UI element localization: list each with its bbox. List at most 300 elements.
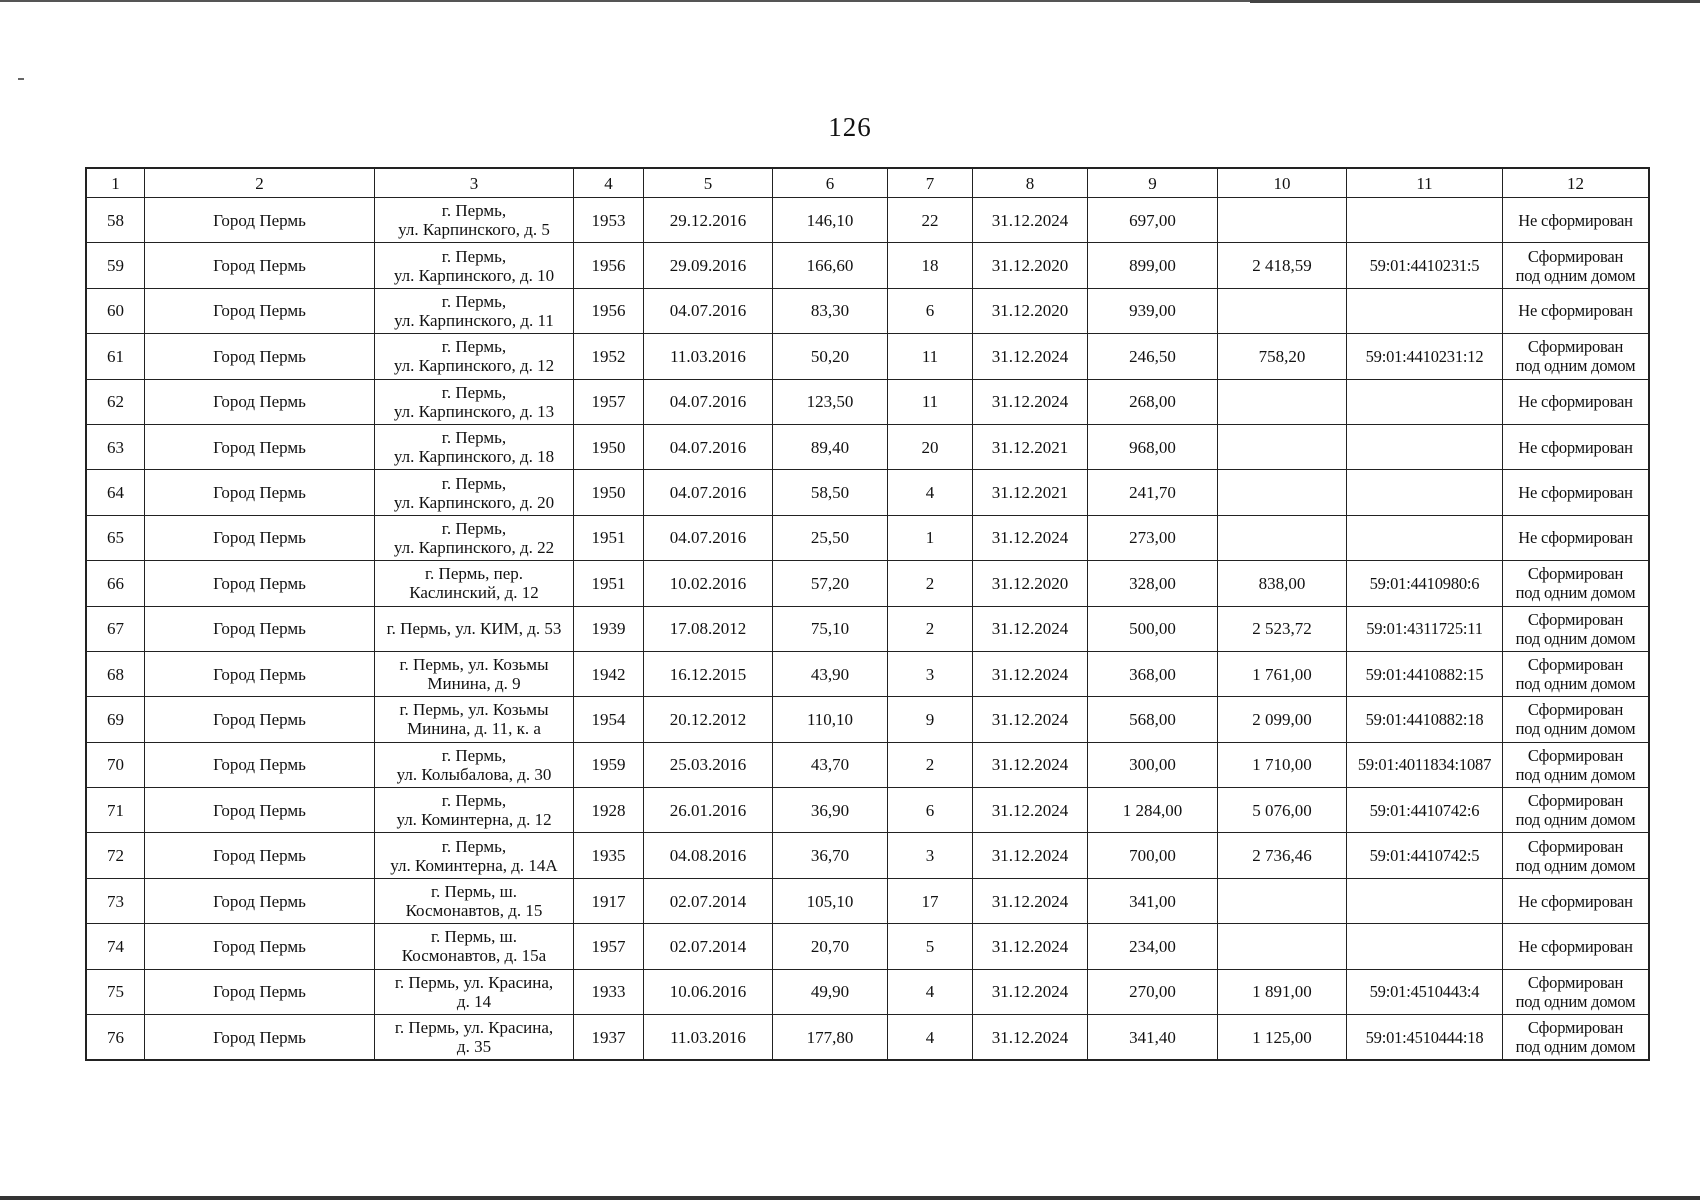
resettlement-deadline-cell: 31.12.2024 — [973, 924, 1088, 969]
land-area-cell: 2 099,00 — [1218, 697, 1347, 742]
cadastral-number-cell — [1347, 924, 1503, 969]
recognition-date-cell: 04.07.2016 — [644, 379, 773, 424]
row-number-cell: 74 — [87, 924, 145, 969]
residents-cell: 3 — [888, 833, 973, 878]
land-status-cell-line: под одним домом — [1515, 356, 1636, 376]
land-area-cell — [1218, 470, 1347, 515]
municipality-cell: Город Пермь — [145, 924, 375, 969]
resettlement-deadline-cell: 31.12.2024 — [973, 198, 1088, 243]
area-cell: 25,50 — [773, 515, 888, 560]
residents-cell: 1 — [888, 515, 973, 560]
land-area-cell — [1218, 878, 1347, 923]
address-cell — [375, 198, 574, 243]
municipality-cell: Город Пермь — [145, 742, 375, 787]
land-status-cell — [1503, 833, 1649, 878]
resettlement-deadline-cell: 31.12.2024 — [973, 788, 1088, 833]
build-year-cell: 1917 — [574, 878, 644, 923]
land-area-cell: 2 418,59 — [1218, 243, 1347, 288]
land-area-cell — [1218, 288, 1347, 333]
land-status-cell-line: Сформирован — [1527, 564, 1624, 584]
area-cell: 83,30 — [773, 288, 888, 333]
table-row — [87, 379, 1649, 424]
address-cell-line: г. Пермь, — [441, 246, 507, 266]
land-status-cell-line: под одним домом — [1515, 628, 1636, 648]
row-number-cell: 64 — [87, 470, 145, 515]
total-area-cell: 368,00 — [1088, 651, 1218, 696]
residents-cell: 6 — [888, 788, 973, 833]
cadastral-number-cell: 59:01:4510443:4 — [1347, 969, 1503, 1014]
total-area-cell: 568,00 — [1088, 697, 1218, 742]
row-number-cell: 59 — [87, 243, 145, 288]
municipality-cell: Город Пермь — [145, 243, 375, 288]
build-year-cell: 1952 — [574, 334, 644, 379]
land-status-cell — [1503, 742, 1649, 787]
land-status-cell-line: Не сформирован — [1518, 210, 1633, 230]
land-status-cell-line: под одним домом — [1515, 855, 1636, 875]
municipality-cell: Город Пермь — [145, 606, 375, 651]
area-cell: 43,90 — [773, 651, 888, 696]
table-row — [87, 515, 1649, 560]
build-year-cell: 1953 — [574, 198, 644, 243]
land-area-cell: 838,00 — [1218, 561, 1347, 606]
residents-cell: 2 — [888, 742, 973, 787]
total-area-cell: 899,00 — [1088, 243, 1218, 288]
resettlement-deadline-cell: 31.12.2024 — [973, 515, 1088, 560]
scan-edge-bottom — [0, 1196, 1700, 1200]
column-header-7: 7 — [888, 169, 973, 198]
total-area-cell: 1 284,00 — [1088, 788, 1218, 833]
resettlement-deadline-cell: 31.12.2020 — [973, 288, 1088, 333]
land-status-cell-line: Сформирован — [1527, 791, 1624, 811]
land-status-cell-line: Не сформирован — [1518, 483, 1633, 503]
recognition-date-cell: 10.06.2016 — [644, 969, 773, 1014]
cadastral-number-cell — [1347, 288, 1503, 333]
build-year-cell: 1956 — [574, 243, 644, 288]
total-area-cell: 697,00 — [1088, 198, 1218, 243]
cadastral-number-cell: 59:01:4410882:15 — [1347, 651, 1503, 696]
table-row — [87, 833, 1649, 878]
area-cell: 89,40 — [773, 424, 888, 469]
total-area-cell: 328,00 — [1088, 561, 1218, 606]
residents-cell: 6 — [888, 288, 973, 333]
land-status-cell — [1503, 924, 1649, 969]
page-number: 126 — [828, 112, 872, 142]
municipality-cell: Город Пермь — [145, 288, 375, 333]
address-cell — [375, 651, 574, 696]
row-number-cell: 67 — [87, 606, 145, 651]
address-cell-line: г. Пермь, ул. Красина, — [394, 1018, 554, 1038]
table-row — [87, 742, 1649, 787]
address-cell-line: ул. Колыбалова, д. 30 — [396, 764, 552, 784]
address-cell-line: г. Пермь, пер. — [424, 564, 524, 584]
land-status-cell — [1503, 561, 1649, 606]
table-row — [87, 334, 1649, 379]
build-year-cell: 1928 — [574, 788, 644, 833]
cadastral-number-cell: 59:01:4410742:5 — [1347, 833, 1503, 878]
recognition-date-cell: 26.01.2016 — [644, 788, 773, 833]
land-status-cell — [1503, 515, 1649, 560]
land-status-cell-line: Сформирован — [1527, 1018, 1624, 1038]
recognition-date-cell: 04.07.2016 — [644, 515, 773, 560]
address-cell-line: Минина, д. 11, к. а — [407, 719, 541, 739]
land-status-cell — [1503, 969, 1649, 1014]
build-year-cell: 1937 — [574, 1015, 644, 1060]
address-cell-line: г. Пермь, ш. — [431, 882, 517, 902]
land-status-cell-line: под одним домом — [1515, 1037, 1636, 1057]
municipality-cell: Город Пермь — [145, 424, 375, 469]
address-cell-line: Космонавтов, д. 15а — [401, 946, 547, 966]
municipality-cell: Город Пермь — [145, 379, 375, 424]
address-cell-line: д. 14 — [456, 991, 492, 1011]
land-area-cell: 2 736,46 — [1218, 833, 1347, 878]
table-row — [87, 470, 1649, 515]
row-number-cell: 70 — [87, 742, 145, 787]
residents-cell: 4 — [888, 1015, 973, 1060]
total-area-cell: 246,50 — [1088, 334, 1218, 379]
area-cell: 110,10 — [773, 697, 888, 742]
address-cell — [375, 606, 574, 651]
area-cell: 177,80 — [773, 1015, 888, 1060]
build-year-cell: 1939 — [574, 606, 644, 651]
build-year-cell: 1954 — [574, 697, 644, 742]
residents-cell: 11 — [888, 379, 973, 424]
recognition-date-cell: 29.09.2016 — [644, 243, 773, 288]
area-cell: 43,70 — [773, 742, 888, 787]
recognition-date-cell: 02.07.2014 — [644, 878, 773, 923]
column-header-8: 8 — [973, 169, 1088, 198]
land-status-cell-line: Не сформирован — [1518, 528, 1633, 548]
area-cell: 57,20 — [773, 561, 888, 606]
total-area-cell: 939,00 — [1088, 288, 1218, 333]
build-year-cell: 1935 — [574, 833, 644, 878]
land-status-cell-line: Сформирован — [1527, 246, 1624, 266]
area-cell: 123,50 — [773, 379, 888, 424]
build-year-cell: 1933 — [574, 969, 644, 1014]
address-cell-line: г. Пермь, ул. Красина, — [394, 972, 554, 992]
land-area-cell: 1 761,00 — [1218, 651, 1347, 696]
land-area-cell: 1 125,00 — [1218, 1015, 1347, 1060]
cadastral-number-cell: 59:01:4410882:18 — [1347, 697, 1503, 742]
address-cell-line: ул. Карпинского, д. 18 — [393, 447, 555, 467]
table-row — [87, 288, 1649, 333]
cadastral-number-cell: 59:01:4510444:18 — [1347, 1015, 1503, 1060]
address-cell-line: г. Пермь, — [441, 745, 507, 765]
address-cell-line: ул. Карпинского, д. 10 — [393, 265, 555, 285]
total-area-cell: 270,00 — [1088, 969, 1218, 1014]
row-number-cell: 60 — [87, 288, 145, 333]
area-cell: 105,10 — [773, 878, 888, 923]
land-area-cell: 1 891,00 — [1218, 969, 1347, 1014]
address-cell-line: ул. Карпинского, д. 5 — [398, 220, 550, 240]
address-cell-line: г. Пермь, — [441, 518, 507, 538]
land-area-cell: 758,20 — [1218, 334, 1347, 379]
area-cell: 50,20 — [773, 334, 888, 379]
land-area-cell — [1218, 924, 1347, 969]
residents-cell: 2 — [888, 606, 973, 651]
municipality-cell: Город Пермь — [145, 651, 375, 696]
table-row — [87, 697, 1649, 742]
table-row — [87, 878, 1649, 923]
residents-cell: 4 — [888, 969, 973, 1014]
land-area-cell: 2 523,72 — [1218, 606, 1347, 651]
column-header-2: 2 — [145, 169, 375, 198]
row-number-cell: 71 — [87, 788, 145, 833]
address-cell-line: г. Пермь, — [441, 791, 507, 811]
address-cell — [375, 561, 574, 606]
recognition-date-cell: 04.07.2016 — [644, 424, 773, 469]
address-cell-line: Космонавтов, д. 15 — [405, 901, 543, 921]
address-cell — [375, 969, 574, 1014]
land-status-cell-line: Не сформирован — [1518, 936, 1633, 956]
land-area-cell — [1218, 515, 1347, 560]
address-cell-line: ул. Карпинского, д. 20 — [393, 492, 555, 512]
cadastral-number-cell: 59:01:4410742:6 — [1347, 788, 1503, 833]
column-header-1: 1 — [87, 169, 145, 198]
residents-cell: 22 — [888, 198, 973, 243]
land-area-cell — [1218, 424, 1347, 469]
residents-cell: 2 — [888, 561, 973, 606]
build-year-cell: 1942 — [574, 651, 644, 696]
resettlement-deadline-cell: 31.12.2020 — [973, 561, 1088, 606]
area-cell: 146,10 — [773, 198, 888, 243]
address-cell — [375, 470, 574, 515]
residents-cell: 11 — [888, 334, 973, 379]
cadastral-number-cell — [1347, 470, 1503, 515]
land-status-cell-line: Сформирован — [1527, 337, 1624, 357]
table-body — [87, 198, 1649, 1060]
address-cell — [375, 788, 574, 833]
address-cell-line: д. 35 — [456, 1037, 492, 1057]
resettlement-deadline-cell: 31.12.2024 — [973, 606, 1088, 651]
column-header-4: 4 — [574, 169, 644, 198]
row-number-cell: 69 — [87, 697, 145, 742]
cadastral-number-cell — [1347, 424, 1503, 469]
area-cell: 166,60 — [773, 243, 888, 288]
total-area-cell: 700,00 — [1088, 833, 1218, 878]
residents-cell: 18 — [888, 243, 973, 288]
recognition-date-cell: 25.03.2016 — [644, 742, 773, 787]
total-area-cell: 341,40 — [1088, 1015, 1218, 1060]
build-year-cell: 1951 — [574, 561, 644, 606]
address-cell — [375, 878, 574, 923]
column-header-6: 6 — [773, 169, 888, 198]
residents-cell: 3 — [888, 651, 973, 696]
municipality-cell: Город Пермь — [145, 561, 375, 606]
column-header-11: 11 — [1347, 169, 1503, 198]
scan-speck — [18, 78, 24, 80]
land-area-cell: 5 076,00 — [1218, 788, 1347, 833]
address-cell-line: г. Пермь, ул. Козьмы — [399, 700, 549, 720]
land-status-cell-line: под одним домом — [1515, 764, 1636, 784]
municipality-cell: Город Пермь — [145, 1015, 375, 1060]
municipality-cell: Город Пермь — [145, 969, 375, 1014]
residents-cell: 20 — [888, 424, 973, 469]
address-cell-line: г. Пермь, ул. КИМ, д. 53 — [386, 619, 562, 639]
address-cell-line: Минина, д. 9 — [427, 674, 521, 694]
address-cell-line: г. Пермь, — [441, 473, 507, 493]
land-status-cell-line: Сформирован — [1527, 700, 1624, 720]
address-cell-line: г. Пермь, ш. — [431, 927, 517, 947]
municipality-cell: Город Пермь — [145, 878, 375, 923]
total-area-cell: 234,00 — [1088, 924, 1218, 969]
land-status-cell-line: под одним домом — [1515, 810, 1636, 830]
address-cell — [375, 424, 574, 469]
address-cell-line: г. Пермь, — [441, 428, 507, 448]
area-cell: 49,90 — [773, 969, 888, 1014]
address-cell-line: ул. Карпинского, д. 12 — [393, 356, 555, 376]
land-status-cell — [1503, 470, 1649, 515]
address-cell — [375, 515, 574, 560]
build-year-cell: 1959 — [574, 742, 644, 787]
total-area-cell: 500,00 — [1088, 606, 1218, 651]
column-header-5: 5 — [644, 169, 773, 198]
address-cell-line: г. Пермь, — [441, 201, 507, 221]
land-status-cell-line: под одним домом — [1515, 991, 1636, 1011]
land-status-cell-line: под одним домом — [1515, 583, 1636, 603]
resettlement-deadline-cell: 31.12.2024 — [973, 833, 1088, 878]
address-cell-line: г. Пермь, — [441, 337, 507, 357]
resettlement-deadline-cell: 31.12.2024 — [973, 742, 1088, 787]
area-cell: 20,70 — [773, 924, 888, 969]
table-row — [87, 424, 1649, 469]
resettlement-deadline-cell: 31.12.2020 — [973, 243, 1088, 288]
table-row — [87, 243, 1649, 288]
land-status-cell-line: Сформирован — [1527, 972, 1624, 992]
total-area-cell: 300,00 — [1088, 742, 1218, 787]
row-number-cell: 76 — [87, 1015, 145, 1060]
residents-cell: 5 — [888, 924, 973, 969]
address-cell-line: Каслинский, д. 12 — [409, 583, 539, 603]
build-year-cell: 1951 — [574, 515, 644, 560]
row-number-cell: 66 — [87, 561, 145, 606]
land-status-cell-line: Не сформирован — [1518, 891, 1633, 911]
address-cell-line: г. Пермь, — [441, 382, 507, 402]
address-cell — [375, 1015, 574, 1060]
resettlement-deadline-cell: 31.12.2024 — [973, 651, 1088, 696]
land-status-cell — [1503, 424, 1649, 469]
cadastral-number-cell: 59:01:4311725:11 — [1347, 606, 1503, 651]
recognition-date-cell: 04.08.2016 — [644, 833, 773, 878]
address-cell — [375, 334, 574, 379]
column-number-row — [87, 169, 1649, 198]
land-status-cell-line: Не сформирован — [1518, 392, 1633, 412]
recognition-date-cell: 29.12.2016 — [644, 198, 773, 243]
total-area-cell: 241,70 — [1088, 470, 1218, 515]
recognition-date-cell: 02.07.2014 — [644, 924, 773, 969]
address-cell — [375, 288, 574, 333]
land-status-cell-line: под одним домом — [1515, 719, 1636, 739]
municipality-cell: Город Пермь — [145, 697, 375, 742]
address-cell-line: ул. Карпинского, д. 13 — [393, 401, 555, 421]
address-cell — [375, 742, 574, 787]
address-cell — [375, 924, 574, 969]
resettlement-deadline-cell: 31.12.2024 — [973, 697, 1088, 742]
recognition-date-cell: 04.07.2016 — [644, 288, 773, 333]
land-status-cell-line: Не сформирован — [1518, 301, 1633, 321]
land-status-cell-line: Сформирован — [1527, 836, 1624, 856]
area-cell: 36,70 — [773, 833, 888, 878]
resettlement-deadline-cell: 31.12.2024 — [973, 334, 1088, 379]
address-cell — [375, 833, 574, 878]
column-header-12: 12 — [1503, 169, 1649, 198]
municipality-cell: Город Пермь — [145, 788, 375, 833]
build-year-cell: 1957 — [574, 924, 644, 969]
cadastral-number-cell: 59:01:4410980:6 — [1347, 561, 1503, 606]
land-status-cell-line: Не сформирован — [1518, 437, 1633, 457]
address-cell-line: ул. Карпинского, д. 22 — [393, 537, 555, 557]
row-number-cell: 68 — [87, 651, 145, 696]
row-number-cell: 75 — [87, 969, 145, 1014]
resettlement-deadline-cell: 31.12.2021 — [973, 424, 1088, 469]
cadastral-number-cell — [1347, 878, 1503, 923]
row-number-cell: 58 — [87, 198, 145, 243]
address-cell — [375, 243, 574, 288]
row-number-cell: 72 — [87, 833, 145, 878]
row-number-cell: 65 — [87, 515, 145, 560]
total-area-cell: 968,00 — [1088, 424, 1218, 469]
row-number-cell: 63 — [87, 424, 145, 469]
table-row — [87, 1015, 1649, 1060]
total-area-cell: 341,00 — [1088, 878, 1218, 923]
column-header-10: 10 — [1218, 169, 1347, 198]
resettlement-deadline-cell: 31.12.2024 — [973, 379, 1088, 424]
scan-edge-top-right — [1250, 0, 1700, 3]
table-row — [87, 651, 1649, 696]
column-header-9: 9 — [1088, 169, 1218, 198]
municipality-cell: Город Пермь — [145, 833, 375, 878]
land-status-cell-line: Сформирован — [1527, 609, 1624, 629]
address-cell — [375, 697, 574, 742]
resettlement-deadline-cell: 31.12.2024 — [973, 1015, 1088, 1060]
table-row — [87, 969, 1649, 1014]
municipality-cell: Город Пермь — [145, 470, 375, 515]
land-status-cell — [1503, 288, 1649, 333]
municipality-cell: Город Пермь — [145, 198, 375, 243]
row-number-cell: 73 — [87, 878, 145, 923]
resettlement-deadline-cell: 31.12.2024 — [973, 878, 1088, 923]
area-cell: 75,10 — [773, 606, 888, 651]
residents-cell: 9 — [888, 697, 973, 742]
recognition-date-cell: 20.12.2012 — [644, 697, 773, 742]
table-row — [87, 788, 1649, 833]
build-year-cell: 1957 — [574, 379, 644, 424]
recognition-date-cell: 11.03.2016 — [644, 334, 773, 379]
land-status-cell-line: Сформирован — [1527, 745, 1624, 765]
area-cell: 58,50 — [773, 470, 888, 515]
cadastral-number-cell: 59:01:4011834:1087 — [1347, 742, 1503, 787]
land-status-cell-line: Сформирован — [1527, 655, 1624, 675]
table-row — [87, 561, 1649, 606]
land-status-cell — [1503, 334, 1649, 379]
land-status-cell-line: под одним домом — [1515, 265, 1636, 285]
cadastral-number-cell — [1347, 379, 1503, 424]
land-status-cell — [1503, 198, 1649, 243]
build-year-cell: 1950 — [574, 424, 644, 469]
municipality-cell: Город Пермь — [145, 515, 375, 560]
residents-cell: 17 — [888, 878, 973, 923]
land-status-cell — [1503, 697, 1649, 742]
table-row — [87, 198, 1649, 243]
housing-registry-table — [86, 168, 1649, 1060]
column-header-3: 3 — [375, 169, 574, 198]
municipality-cell: Город Пермь — [145, 334, 375, 379]
address-cell-line: ул. Коминтерна, д. 12 — [396, 810, 552, 830]
land-status-cell — [1503, 1015, 1649, 1060]
total-area-cell: 273,00 — [1088, 515, 1218, 560]
build-year-cell: 1950 — [574, 470, 644, 515]
build-year-cell: 1956 — [574, 288, 644, 333]
land-status-cell — [1503, 379, 1649, 424]
